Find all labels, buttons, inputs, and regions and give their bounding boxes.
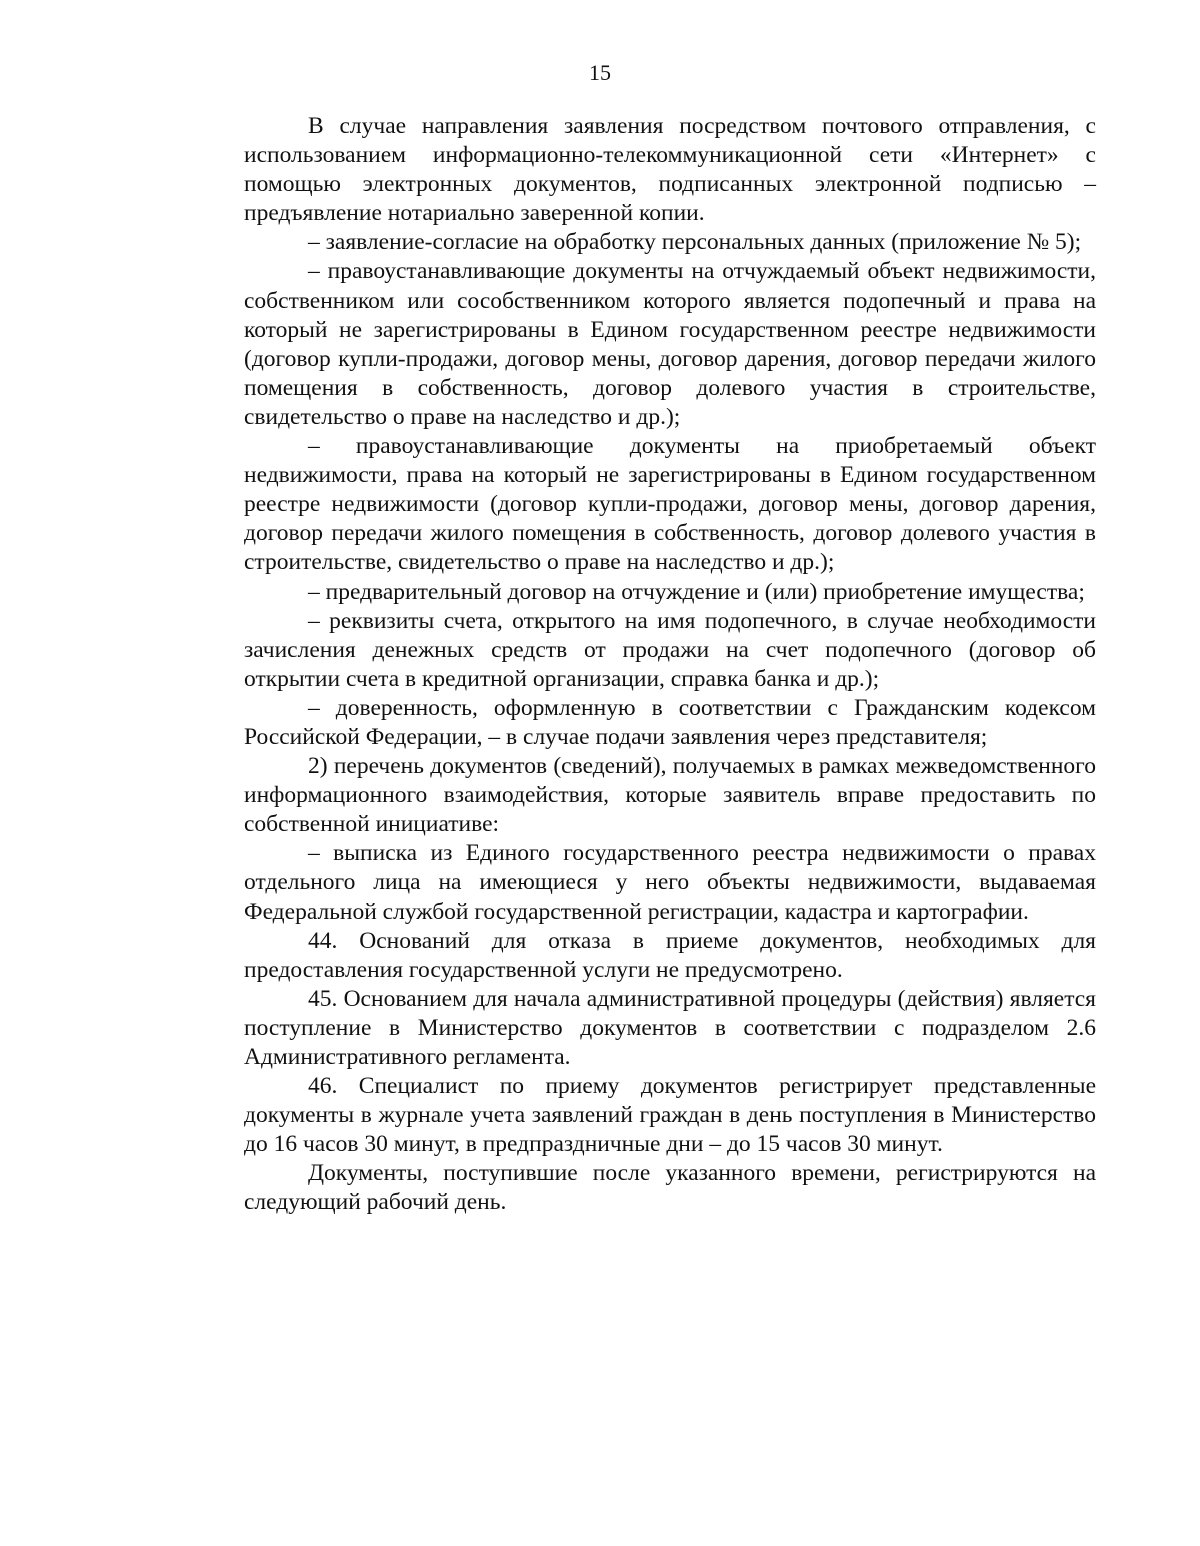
list-item-account-details: – реквизиты счета, открытого на имя подопечного, в случае необходимости зачисления денежных средств от продажи на счет подопечного (договор об открытии счета в кредитной организации, справка банка и др.); (244, 607, 1096, 692)
paragraph-item-2: 2) перечень документов (сведений), получаемых в рамках межведомственного информационного взаимодействия, которые заявитель вправе предоставить по собственной инициативе: (244, 753, 1096, 838)
paragraph-late-documents: Документы, поступившие после указанного времени, регистрируются на следующий рабочий день. (244, 1160, 1096, 1216)
list-item-consent: – заявление-согласие на обработку персональных данных (приложение № 5); (308, 229, 1082, 256)
paragraph-44: 44. Оснований для отказа в приеме документов, необходимых для предоставления государственной услуги не предусмотрено. (244, 927, 1096, 983)
list-item-alienated-property-docs: – правоустанавливающие документы на отчуждаемый объект недвижимости, собственником или сособственником которого является подопечный и права на который не зарегистрированы в Едином государственном реестре недвижимости (договор купли-продажи, договор мены, договор дарения, договор передачи жилого помещения в собственность, договор долевого участия в строительстве, свидетельство о праве на наследство и др.); (244, 258, 1096, 430)
paragraph-46: 46. Специалист по приему документов регистрирует представленные документы в журнале учета заявлений граждан в день поступления в Министерство до 16 часов 30 минут, в предпраздничные дни – до 15 часов 30 минут. (244, 1073, 1096, 1158)
list-item-acquired-property-docs: – правоустанавливающие документы на приобретаемый объект недвижимости, права на который не зарегистрированы в Едином государственном реестре недвижимости (договор купли-продажи, договор мены, договор дарения, договор передачи жилого помещения в собственность, договор долевого участия в строительстве, свидетельство о праве на наследство и др.); (244, 433, 1096, 576)
paragraph-45: 45. Основанием для начала административной процедуры (действия) является поступление в Министерство документов в соответствии с подразделом 2.6 Административного регламента. (244, 985, 1096, 1070)
list-item-preliminary-contract: – предварительный договор на отчуждение и (или) приобретение имущества; (308, 578, 1085, 605)
list-item-power-of-attorney: – доверенность, оформленную в соответствии с Гражданским кодексом Российской Федерации, – в случае подачи заявления через представителя; (244, 694, 1096, 750)
page-number: 15 (589, 60, 611, 85)
paragraph-postal-submission: В случае направления заявления посредством почтового отправления, с использованием информационно-телекоммуникационной сети «Интернет» с помощью электронных документов, подписанных электронной подписью – предъявление нотариально заверенной копии. (244, 113, 1096, 227)
list-item-registry-extract: – выписка из Единого государственного реестра недвижимости о правах отдельного лица на имеющиеся у него объекты недвижимости, выдаваемая Федеральной службой государственной регистрации, кадастра и картографии. (244, 840, 1096, 925)
document-body (244, 112, 1096, 1218)
